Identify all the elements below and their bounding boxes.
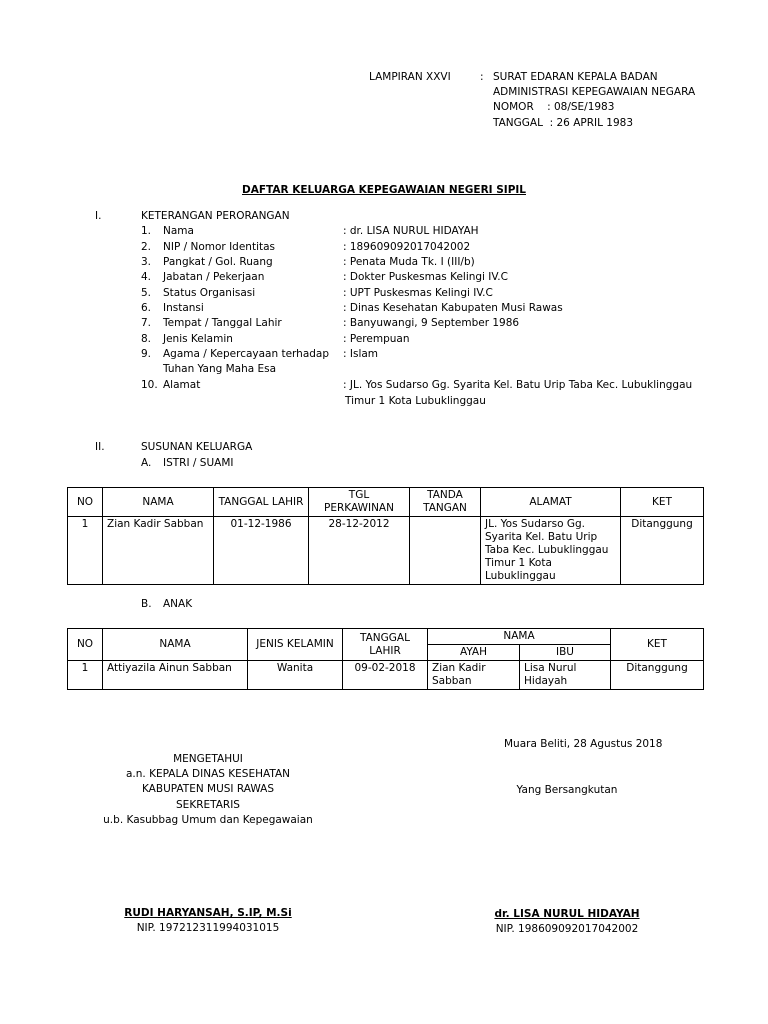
item-label: Pangkat / Gol. Ruang xyxy=(163,256,273,268)
header-tgl-perkawinan: TGL PERKAWINAN xyxy=(309,488,410,517)
item-number: 9. xyxy=(141,348,152,360)
right-signer-nip: NIP. 198609092017042002 xyxy=(495,923,639,935)
right-signer-name: dr. LISA NURUL HIDAYAH xyxy=(494,908,640,920)
subsection-a-heading: ISTRI / SUAMI xyxy=(163,457,234,469)
header-no: NO xyxy=(68,629,103,661)
header-ayah: AYAH xyxy=(428,645,520,661)
header-ket: KET xyxy=(621,488,704,517)
approval-line-5: u.b. Kasubbag Umum dan Kepegawaian xyxy=(103,814,313,826)
cell-ket: Ditanggung xyxy=(611,661,704,690)
lampiran-colon: : xyxy=(480,71,484,83)
header-tanda-tangan: TANDA TANGAN xyxy=(410,488,481,517)
right-signer-title: Yang Bersangkutan xyxy=(516,784,618,796)
table-row xyxy=(68,661,704,690)
item-value: : JL. Yos Sudarso Gg. Syarita Kel. Batu Urip Taba Kec. Lubuklinggau xyxy=(343,379,693,391)
cell-tanda-tangan xyxy=(410,517,481,585)
item-value: : Perempuan xyxy=(343,333,410,345)
section-2-heading: SUSUNAN KELUARGA xyxy=(141,441,253,453)
item-label: Nama xyxy=(163,225,194,237)
item-label: Jabatan / Pekerjaan xyxy=(163,271,265,283)
item-label: Instansi xyxy=(163,302,204,314)
subsection-a-number: A. xyxy=(141,457,152,469)
lampiran-line-4: TANGGAL : 26 APRIL 1983 xyxy=(493,117,634,129)
item-value: : Penata Muda Tk. I (III/b) xyxy=(343,256,475,268)
item-number: 3. xyxy=(141,256,152,268)
approval-line-4: SEKRETARIS xyxy=(176,799,240,811)
header-tanggal-lahir: TANGGAL LAHIR xyxy=(214,488,309,517)
header-ibu: IBU xyxy=(520,645,611,661)
item-value: : Dinas Kesehatan Kabupaten Musi Rawas xyxy=(343,302,563,314)
lampiran-label: LAMPIRAN XXVI xyxy=(369,71,451,83)
section-2-number: II. xyxy=(95,441,105,453)
item-label: Status Organisasi xyxy=(163,287,256,299)
table-header-row xyxy=(68,629,704,645)
item-number: 5. xyxy=(141,287,152,299)
cell-tanggal-lahir: 09-02-2018 xyxy=(343,661,428,690)
item-value: : Dokter Puskesmas Kelingi IV.C xyxy=(343,271,508,283)
approval-line-3: KABUPATEN MUSI RAWAS xyxy=(141,783,275,795)
cell-tgl-perkawinan: 28-12-2012 xyxy=(309,517,410,585)
child-table xyxy=(67,628,704,690)
cell-nama: Zian Kadir Sabban xyxy=(103,517,214,585)
cell-no: 1 xyxy=(68,517,103,585)
section-1-heading: KETERANGAN PERORANGAN xyxy=(141,210,290,222)
document-title: DAFTAR KELUARGA KEPEGAWAIAN NEGERI SIPIL xyxy=(242,184,526,196)
item-label: Alamat xyxy=(163,379,201,391)
item-number: 10. xyxy=(141,379,158,391)
item-label: Jenis Kelamin xyxy=(163,333,233,345)
approval-line-2: a.n. KEPALA DINAS KESEHATAN xyxy=(125,768,291,780)
spouse-table xyxy=(67,487,704,585)
cell-ket: Ditanggung xyxy=(621,517,704,585)
header-nama: NAMA xyxy=(103,488,214,517)
left-signer-nip: NIP. 197212311994031015 xyxy=(136,922,280,934)
header-alamat: ALAMAT xyxy=(481,488,621,517)
cell-jenis-kelamin: Wanita xyxy=(248,661,343,690)
cell-no: 1 xyxy=(68,661,103,690)
section-1-number: I. xyxy=(95,210,102,222)
item-value: : Banyuwangi, 9 September 1986 xyxy=(343,317,520,329)
cell-alamat: JL. Yos Sudarso Gg. Syarita Kel. Batu Urip Taba Kec. Lubuklinggau Timur 1 Kota Lubuklinggau xyxy=(481,517,621,585)
lampiran-line-3: NOMOR : 08/SE/1983 xyxy=(493,101,615,113)
subsection-b-number: B. xyxy=(141,598,152,610)
item-value-continued: Timur 1 Kota Lubuklinggau xyxy=(345,395,486,407)
table-header-row xyxy=(68,488,704,517)
header-no: NO xyxy=(68,488,103,517)
header-tanggal-lahir: TANGGAL LAHIR xyxy=(343,629,428,661)
item-label-continued: Tuhan Yang Maha Esa xyxy=(163,363,277,375)
lampiran-line-1: SURAT EDARAN KEPALA BADAN xyxy=(493,71,658,83)
cell-tanggal-lahir: 01-12-1986 xyxy=(214,517,309,585)
lampiran-line-2: ADMINISTRASI KEPEGAWAIAN NEGARA xyxy=(493,86,696,98)
item-number: 1. xyxy=(141,225,152,237)
item-number: 2. xyxy=(141,241,152,253)
item-number: 8. xyxy=(141,333,152,345)
cell-ayah: Zian Kadir Sabban xyxy=(428,661,520,690)
item-label: Tempat / Tanggal Lahir xyxy=(163,317,282,329)
table-row xyxy=(68,517,704,585)
cell-ibu: Lisa Nurul Hidayah xyxy=(520,661,611,690)
left-signer-name: RUDI HARYANSAH, S.IP, M.Si xyxy=(124,907,292,919)
item-value: : dr. LISA NURUL HIDAYAH xyxy=(343,225,479,237)
item-value: : Islam xyxy=(343,348,379,360)
item-number: 7. xyxy=(141,317,152,329)
approval-line-1: MENGETAHUI xyxy=(173,753,243,765)
item-value: : UPT Puskesmas Kelingi IV.C xyxy=(343,287,493,299)
item-value: : 189609092017042002 xyxy=(343,241,471,253)
subsection-b-heading: ANAK xyxy=(163,598,193,610)
item-label: NIP / Nomor Identitas xyxy=(163,241,276,253)
item-number: 4. xyxy=(141,271,152,283)
header-jenis-kelamin: JENIS KELAMIN xyxy=(248,629,343,661)
item-label: Agama / Kepercayaan terhadap xyxy=(163,348,330,360)
header-ket: KET xyxy=(611,629,704,661)
cell-nama: Attiyazila Ainun Sabban xyxy=(103,661,248,690)
item-number: 6. xyxy=(141,302,152,314)
place-date: Muara Beliti, 28 Agustus 2018 xyxy=(504,738,663,750)
header-nama-orangtua: NAMA xyxy=(428,629,611,645)
header-nama: NAMA xyxy=(103,629,248,661)
